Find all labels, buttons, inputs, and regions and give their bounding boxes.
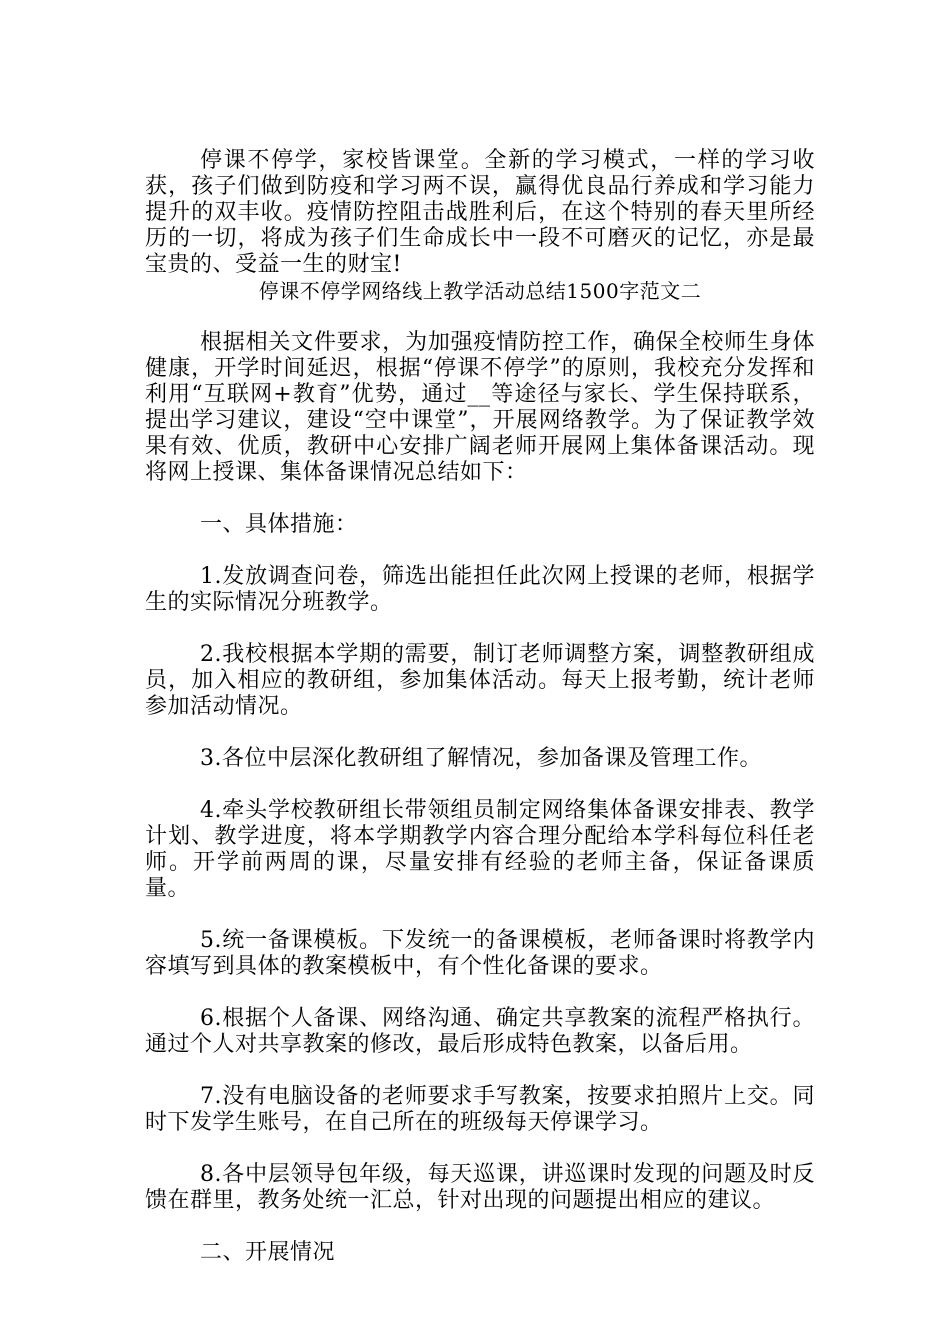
list-item: 2.我校根据本学期的需要，制订老师调整方案，调整教研组成员，加入相应的教研组，参加集体活动。每天上报考勤，统计老师参加活动情况。 — [145, 642, 815, 719]
list-item: 3.各位中层深化教研组了解情况，参加备课及管理工作。 — [200, 746, 762, 771]
list-item: 4.牵头学校教研组长带领组员制定网络集体备课安排表、教学计划、教学进度，将本学期教学内容合理分配给本学科每位科任老师。开学前两周的课，尽量安排有经验的老师主备，保证备课质量。 — [145, 798, 815, 901]
list-item: 6.根据个人备课、网络沟通、确定共享教案的流程严格执行。通过个人对共享教案的修改，最后形成特色教案，以备后用。 — [145, 1006, 815, 1057]
section-title: 停课不停学网络线上教学活动总结1500字范文二 — [258, 279, 702, 303]
opening-paragraph: 根据相关文件要求，为加强疫情防控工作，确保全校师生身体健康，开学时间延迟，根据“停课不停学”的原则，我校充分发挥和利用“互联网+教育”优势，通过__等途径与家长、学生保持联系，提出学习建议，建设“空中课堂”，开展网络教学。为了保证教学效果有效、优质，教研中心安排广阔老师开展网上集体备课活动。现将网上授课、集体备课情况总结如下： — [145, 330, 815, 485]
document-body — [145, 148, 815, 1292]
heading-progress: 二、开展情况 — [200, 1240, 336, 1265]
list-item: 7.没有电脑设备的老师要求手写教案，按要求拍照片上交。同时下发学生账号，在自己所在的班级每天停课学习。 — [145, 1084, 815, 1135]
list-item: 1.发放调查问卷，筛选出能担任此次网上授课的老师，根据学生的实际情况分班教学。 — [145, 564, 815, 615]
intro-paragraph: 停课不停学，家校皆课堂。全新的学习模式，一样的学习收获，孩子们做到防疫和学习两不误，赢得优良品行养成和学习能力提升的双丰收。疫情防控阻击战胜利后，在这个特别的春天里所经历的一切，将成为孩子们生命成长中一段不可磨灭的记忆，亦是最宝贵的、受益一生的财宝! — [145, 148, 815, 277]
list-item: 5.统一备课模板。下发统一的备课模板，老师备课时将教学内容填写到具体的教案模板中，有个性化备课的要求。 — [145, 928, 815, 979]
list-item: 8.各中层领导包年级，每天巡课，讲巡课时发现的问题及时反馈在群里，教务处统一汇总，针对出现的问题提出相应的建议。 — [145, 1162, 815, 1213]
heading-measures: 一、具体措施： — [200, 512, 358, 537]
